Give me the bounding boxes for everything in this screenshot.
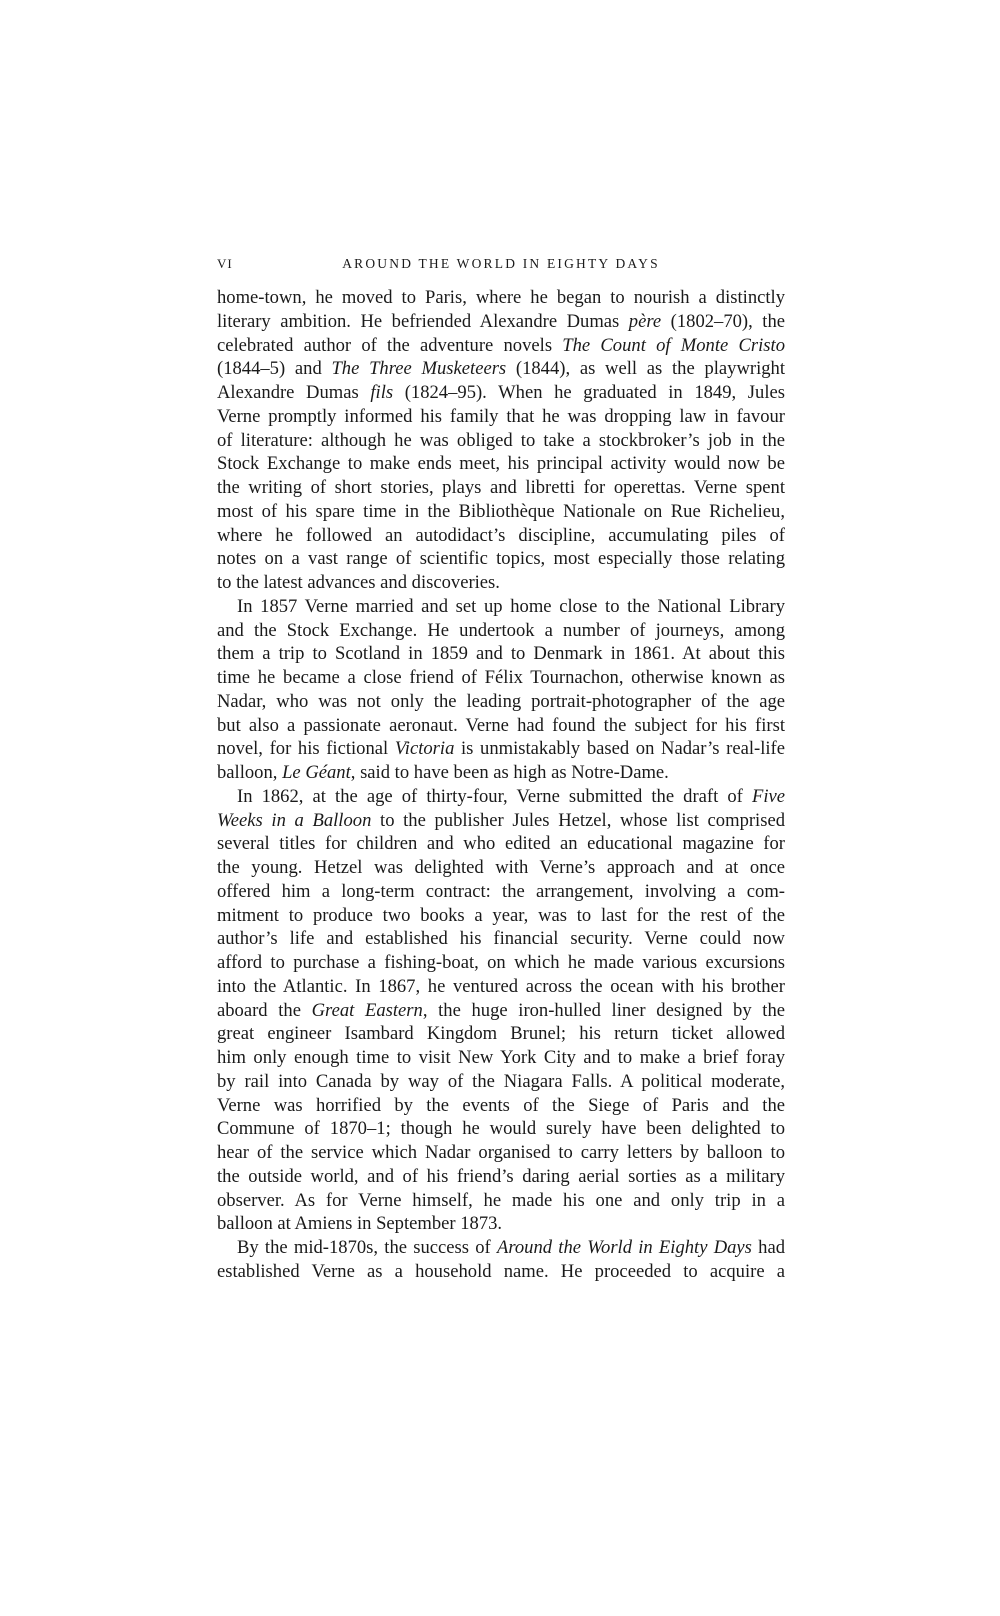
text-run: the writing of short stories, plays and libretti for operettas. Verne spent <box>217 477 785 498</box>
italic-title: Five <box>751 785 785 807</box>
text-run: (1824–95). When he graduated in 1849, Jules <box>393 382 785 403</box>
text-line <box>217 595 785 619</box>
text-run: In 1857 Verne married and set up home close to the National Library <box>237 595 785 617</box>
text-line <box>217 690 785 714</box>
text-line <box>217 476 785 500</box>
text-run: and the Stock Exchange. He undertook a number of journeys, among <box>217 619 785 641</box>
text-line <box>217 1070 785 1094</box>
text-run: most of his spare time in the Bibliothèque Nationale on Rue Richelieu, <box>217 500 785 522</box>
text-run: By the mid-1870s, the success of <box>237 1237 497 1258</box>
text-run: novel, for his fictional <box>217 738 395 760</box>
text-run: mitment to produce two books a year, was to last for the rest of the <box>217 904 785 926</box>
text-line <box>217 1117 785 1141</box>
italic-title: The Three Musketeers <box>331 358 507 380</box>
text-line <box>217 381 785 405</box>
text-line <box>217 1260 785 1284</box>
italic-title: The Count of Monte Cristo <box>562 334 785 356</box>
text-line <box>217 1022 785 1046</box>
text-run: great engineer Isambard Kingdom Brunel; his return ticket allowed <box>217 1023 785 1045</box>
paragraph <box>217 595 785 785</box>
text-line <box>217 1189 785 1213</box>
paragraph <box>217 785 785 1236</box>
text-run: balloon, <box>217 762 283 783</box>
text-line <box>217 1046 785 1070</box>
italic-title: père <box>628 310 662 332</box>
text-line <box>217 619 785 643</box>
italic-title: Around the World in Eighty Days <box>496 1237 752 1258</box>
text-run: Verne promptly informed his family that he was dropping law in favour <box>217 405 785 427</box>
text-line <box>217 737 785 761</box>
text-run: of literature: although he was obliged to take a stockbroker’s job in the <box>217 429 785 451</box>
italic-title: Weeks in a Balloon <box>217 809 372 831</box>
text-line <box>217 310 785 334</box>
book-title-header: AROUND THE WORLD IN EIGHTY DAYS <box>342 256 660 271</box>
italic-title: Great Eastern <box>311 999 423 1021</box>
text-run: Nadar, who was not only the leading portrait-photographer of the age <box>217 690 785 712</box>
paragraph <box>217 1236 785 1284</box>
paragraph <box>217 286 785 595</box>
text-run: offered him a long-term contract: the arrangement, involving a com- <box>217 880 785 902</box>
text-run: (1844–5) and <box>217 358 332 380</box>
text-run: is unmistakably based on Nadar’s real-life <box>454 738 785 760</box>
text-run: notes on a vast range of scientific topics, most especially those relating <box>217 548 785 570</box>
text-line <box>217 951 785 975</box>
text-line <box>217 1165 785 1189</box>
text-run: him only enough time to visit New York City and to make a brief foray <box>217 1047 785 1068</box>
text-run: where he followed an autodidact’s discipline, accumulating piles of <box>217 524 785 546</box>
text-line <box>217 642 785 666</box>
running-head <box>217 256 785 276</box>
text-run: author’s life and established his financial security. Verne could now <box>217 928 785 950</box>
text-line <box>217 904 785 928</box>
text-run: literary ambition. He befriended Alexandre Dumas <box>217 310 629 332</box>
text-run: celebrated author of the adventure novels <box>217 334 563 356</box>
text-run: , said to have been as high as Notre-Dame. <box>350 762 669 783</box>
text-run: balloon at Amiens in September 1873. <box>217 1213 503 1235</box>
text-run: Verne was horrified by the events of the Siege of Paris and the <box>217 1094 785 1116</box>
text-line <box>217 524 785 548</box>
text-line <box>217 452 785 476</box>
text-line <box>217 334 785 358</box>
text-run: to the latest advances and discoveries. <box>217 572 500 593</box>
text-line <box>217 832 785 856</box>
text-line <box>217 500 785 524</box>
page-number: VI <box>217 256 233 271</box>
text-run: the outside world, and of his friend’s daring aerial sorties as a military <box>217 1165 785 1187</box>
text-line <box>217 547 785 571</box>
text-run: home-town, he moved to Paris, where he began to nourish a distinctly <box>217 287 785 308</box>
body-text <box>217 286 785 1284</box>
text-run: Commune of 1870–1; though he would surely have been delighted to <box>217 1118 785 1140</box>
text-run: them a trip to Scotland in 1859 and to Denmark in 1861. At about this <box>217 643 785 665</box>
text-line <box>217 975 785 999</box>
text-run: established Verne as a household name. He proceeded to acquire a <box>217 1260 785 1282</box>
text-run: (1802–70), the <box>661 310 785 332</box>
text-line <box>217 429 785 453</box>
text-line <box>217 880 785 904</box>
text-line <box>217 357 785 381</box>
text-run: to the publisher Jules Hetzel, whose list comprised <box>371 809 786 831</box>
text-run: Stock Exchange to make ends meet, his principal activity would now be <box>217 453 785 475</box>
text-run: several titles for children and who edited an educational magazine for <box>217 833 785 855</box>
text-line <box>217 1236 785 1260</box>
text-run: (1844), as well as the playwright <box>506 358 785 380</box>
text-line <box>217 571 785 595</box>
text-run: the young. Hetzel was delighted with Verne’s approach and at once <box>217 857 785 878</box>
text-line <box>217 785 785 809</box>
text-line <box>217 809 785 833</box>
text-run: aboard the <box>217 999 312 1021</box>
text-line <box>217 666 785 690</box>
text-line <box>217 856 785 880</box>
text-line <box>217 927 785 951</box>
text-line <box>217 405 785 429</box>
italic-title: fils <box>370 382 394 403</box>
text-run: observer. As for Verne himself, he made his one and only trip in a <box>217 1189 785 1211</box>
text-run: time he became a close friend of Félix Tournachon, otherwise known as <box>217 667 785 688</box>
text-run: , the huge iron-hulled liner designed by the <box>422 999 785 1021</box>
italic-title: Victoria <box>394 738 455 760</box>
text-line <box>217 1212 785 1236</box>
text-run: In 1862, at the age of thirty-four, Verne submitted the draft of <box>237 785 752 807</box>
text-line <box>217 761 785 785</box>
text-line <box>217 999 785 1023</box>
text-line <box>217 1094 785 1118</box>
text-run: but also a passionate aeronaut. Verne had found the subject for his first <box>217 714 785 736</box>
text-line <box>217 286 785 310</box>
text-run: by rail into Canada by way of the Niagara Falls. A political moderate, <box>217 1070 785 1092</box>
text-line <box>217 714 785 738</box>
text-line <box>217 1141 785 1165</box>
text-run: afford to purchase a fishing-boat, on which he made various excursions <box>217 952 785 973</box>
text-run: into the Atlantic. In 1867, he ventured across the ocean with his brother <box>217 975 785 997</box>
text-run: Alexandre Dumas <box>217 382 371 403</box>
text-run: had <box>751 1237 785 1258</box>
italic-title: Le Géant <box>282 762 351 783</box>
text-run: hear of the service which Nadar organised to carry letters by balloon to <box>217 1142 785 1163</box>
